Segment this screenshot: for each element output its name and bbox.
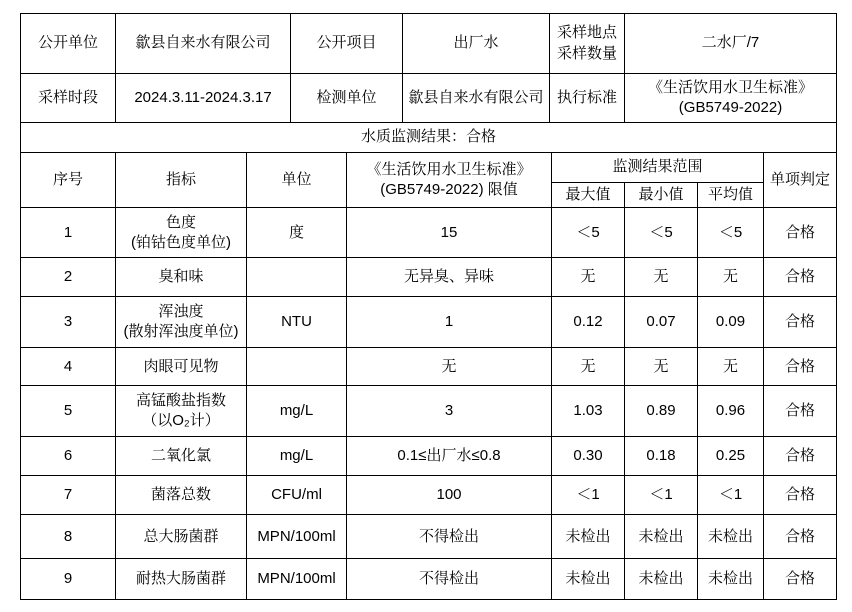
table-row [21,559,837,600]
cell-no: 4 [21,348,116,386]
cell-avg: 0.25 [698,437,764,476]
cell-verdict: 合格 [764,258,837,297]
cell-no: 8 [21,515,116,559]
info-row-1 [21,14,837,74]
cell-verdict: 合格 [764,348,837,386]
cell-verdict: 合格 [764,297,837,348]
cell-unit: mg/L [247,386,347,437]
executive-standard-value: 《生活饮用水卫生标准》 (GB5749-2022) [625,74,837,123]
cell-max: 0.12 [552,297,625,348]
cell-avg: ＜1 [698,476,764,515]
col-header-max: 最大值 [552,183,625,208]
table-row [21,515,837,559]
cell-indicator: 高锰酸盐指数 （以O₂计） [116,386,247,437]
cell-indicator: 肉眼可见物 [116,348,247,386]
cell-limit: 不得检出 [347,559,552,600]
cell-limit: 15 [347,208,552,258]
col-header-no: 序号 [21,153,116,208]
cell-indicator: 菌落总数 [116,476,247,515]
cell-no: 3 [21,297,116,348]
col-header-min: 最小值 [625,183,698,208]
cell-max: 未检出 [552,559,625,600]
table-row [21,297,837,348]
cell-indicator: 色度 (铂钴色度单位) [116,208,247,258]
cell-verdict: 合格 [764,437,837,476]
public-project-label: 公开项目 [291,14,403,74]
cell-max: 无 [552,258,625,297]
sampling-period-value: 2024.3.11-2024.3.17 [116,74,291,123]
cell-limit: 3 [347,386,552,437]
cell-verdict: 合格 [764,515,837,559]
col-header-limit: 《生活饮用水卫生标准》 (GB5749-2022) 限值 [347,153,552,208]
cell-unit [247,348,347,386]
sampling-site-count-value: 二水厂/7 [625,14,837,74]
sampling-site-count-label: 采样地点 采样数量 [550,14,625,74]
cell-verdict: 合格 [764,386,837,437]
table-row [21,386,837,437]
cell-no: 2 [21,258,116,297]
cell-indicator: 浑浊度 (散射浑浊度单位) [116,297,247,348]
cell-unit: MPN/100ml [247,559,347,600]
info-table [20,13,837,153]
cell-unit: NTU [247,297,347,348]
cell-indicator: 臭和味 [116,258,247,297]
cell-min: 无 [625,348,698,386]
cell-verdict: 合格 [764,476,837,515]
cell-limit: 100 [347,476,552,515]
cell-limit: 无异臭、异味 [347,258,552,297]
cell-indicator: 二氧化氯 [116,437,247,476]
cell-avg: 0.09 [698,297,764,348]
cell-verdict: 合格 [764,208,837,258]
cell-unit: mg/L [247,437,347,476]
cell-min: ＜5 [625,208,698,258]
cell-min: ＜1 [625,476,698,515]
cell-indicator: 耐热大肠菌群 [116,559,247,600]
info-row-2 [21,74,837,123]
cell-avg: 0.96 [698,386,764,437]
cell-no: 5 [21,386,116,437]
cell-max: ＜1 [552,476,625,515]
public-unit-label: 公开单位 [21,14,116,74]
table-row [21,348,837,386]
cell-no: 6 [21,437,116,476]
cell-limit: 0.1≤出厂水≤0.8 [347,437,552,476]
cell-avg: 无 [698,348,764,386]
cell-no: 9 [21,559,116,600]
table-row [21,476,837,515]
cell-unit [247,258,347,297]
overall-result-row [21,123,837,153]
cell-min: 未检出 [625,559,698,600]
cell-indicator: 总大肠菌群 [116,515,247,559]
cell-no: 7 [21,476,116,515]
cell-avg: 未检出 [698,515,764,559]
testing-unit-value: 歙县自来水有限公司 [403,74,550,123]
cell-min: 无 [625,258,698,297]
header-row-1 [21,153,837,183]
col-header-range-group: 监测结果范围 [552,153,764,183]
cell-unit: MPN/100ml [247,515,347,559]
overall-result-text: 水质监测结果：合格 [21,123,837,153]
table-row [21,437,837,476]
results-table [20,152,837,600]
cell-verdict: 合格 [764,559,837,600]
cell-limit: 不得检出 [347,515,552,559]
cell-min: 0.89 [625,386,698,437]
cell-max: ＜5 [552,208,625,258]
cell-max: 1.03 [552,386,625,437]
cell-avg: 无 [698,258,764,297]
col-header-indicator: 指标 [116,153,247,208]
cell-unit: CFU/ml [247,476,347,515]
cell-min: 未检出 [625,515,698,559]
cell-no: 1 [21,208,116,258]
executive-standard-label: 执行标准 [550,74,625,123]
cell-limit: 1 [347,297,552,348]
col-header-verdict: 单项判定 [764,153,837,208]
public-project-value: 出厂水 [403,14,550,74]
cell-min: 0.18 [625,437,698,476]
col-header-unit: 单位 [247,153,347,208]
col-header-avg: 平均值 [698,183,764,208]
cell-unit: 度 [247,208,347,258]
cell-max: 0.30 [552,437,625,476]
cell-avg: ＜5 [698,208,764,258]
table-row [21,258,837,297]
public-unit-value: 歙县自来水有限公司 [116,14,291,74]
cell-avg: 未检出 [698,559,764,600]
cell-limit: 无 [347,348,552,386]
testing-unit-label: 检测单位 [291,74,403,123]
sampling-period-label: 采样时段 [21,74,116,123]
cell-max: 无 [552,348,625,386]
cell-min: 0.07 [625,297,698,348]
table-row [21,208,837,258]
cell-max: 未检出 [552,515,625,559]
